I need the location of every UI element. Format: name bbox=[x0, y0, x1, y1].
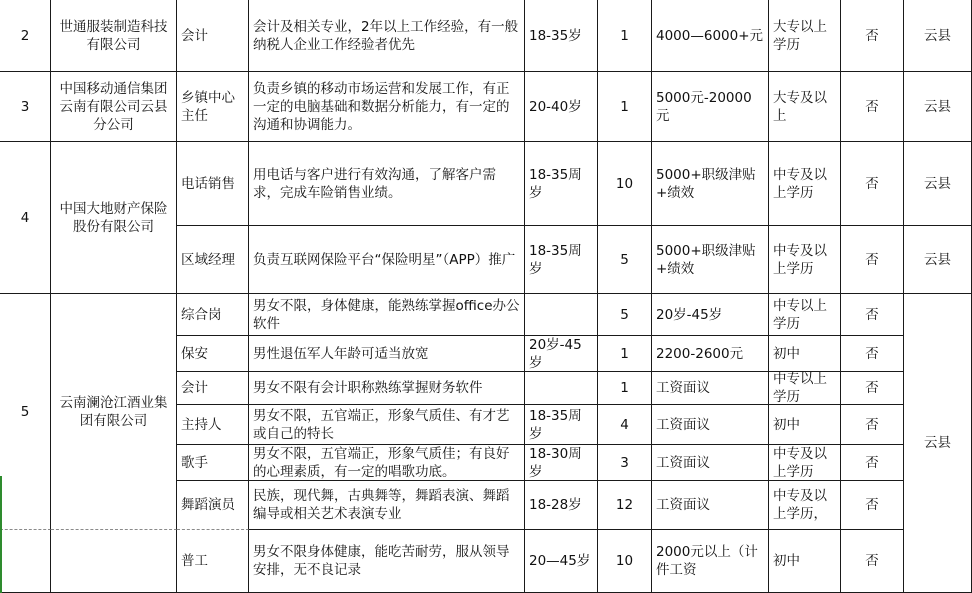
cell-flag[interactable]: 否 bbox=[841, 142, 904, 226]
cell-count[interactable]: 1 bbox=[598, 372, 652, 405]
cell-salary[interactable]: 工资面议 bbox=[652, 481, 769, 530]
cell-count[interactable]: 5 bbox=[598, 294, 652, 336]
cell-salary[interactable]: 2200-2600元 bbox=[652, 336, 769, 372]
cell-age[interactable]: 18-30周岁 bbox=[525, 445, 598, 481]
cell-job[interactable]: 电话销售 bbox=[177, 142, 249, 226]
cell-salary[interactable]: 工资面议 bbox=[652, 372, 769, 405]
cell-count[interactable]: 10 bbox=[598, 530, 652, 593]
cell-flag[interactable]: 否 bbox=[841, 0, 904, 72]
cell-count[interactable]: 3 bbox=[598, 445, 652, 481]
cell-age[interactable] bbox=[525, 372, 598, 405]
cell-company[interactable]: 云南澜沧江酒业集团有限公司 bbox=[51, 294, 177, 530]
cell-description[interactable]: 会计及相关专业，2年以上工作经验，有一般纳税人企业工作经验者优先 bbox=[249, 0, 525, 72]
cell-count[interactable]: 1 bbox=[598, 336, 652, 372]
cell-flag[interactable]: 否 bbox=[841, 372, 904, 405]
cell-description[interactable]: 男女不限身体健康，能吃苦耐劳，服从领导安排，无不良记录 bbox=[249, 530, 525, 593]
cell-job[interactable]: 保安 bbox=[177, 336, 249, 372]
cell-job[interactable]: 歌手 bbox=[177, 445, 249, 481]
cell-company[interactable]: 中国移动通信集团云南有限公司云县分公司 bbox=[51, 72, 177, 142]
cell-age[interactable]: 20岁-45岁 bbox=[525, 336, 598, 372]
cell-education[interactable]: 中专及以上学历 bbox=[769, 142, 841, 226]
cell-flag[interactable]: 否 bbox=[841, 336, 904, 372]
cell-age[interactable]: 18-35周岁 bbox=[525, 226, 598, 294]
cell-count[interactable]: 10 bbox=[598, 142, 652, 226]
cell-description[interactable]: 男性退伍军人年龄可适当放宽 bbox=[249, 336, 525, 372]
selection-edge bbox=[0, 476, 2, 593]
cell-no-blank[interactable] bbox=[0, 530, 51, 593]
cell-education[interactable]: 初中 bbox=[769, 530, 841, 593]
cell-description[interactable]: 负责乡镇的移动市场运营和发展工作，有正一定的电脑基础和数据分析能力，有一定的沟通和协调能力。 bbox=[249, 72, 525, 142]
cell-location[interactable]: 云县 bbox=[904, 294, 972, 593]
cell-flag[interactable]: 否 bbox=[841, 72, 904, 142]
cell-job[interactable]: 主持人 bbox=[177, 405, 249, 445]
cell-age[interactable]: 18-35周岁 bbox=[525, 142, 598, 226]
cell-age[interactable]: 18-35岁 bbox=[525, 0, 598, 72]
cell-location[interactable]: 云县 bbox=[904, 142, 972, 226]
cell-education[interactable]: 中专及以上学历 bbox=[769, 226, 841, 294]
cell-education[interactable]: 中专及以上学历 bbox=[769, 445, 841, 481]
cell-salary[interactable]: 4000—6000+元 bbox=[652, 0, 769, 72]
cell-description[interactable]: 男女不限有会计职称熟练掌握财务软件 bbox=[249, 372, 525, 405]
cell-description[interactable]: 男女不限，五官端正，形象气质佳、有才艺或自己的特长 bbox=[249, 405, 525, 445]
cell-education[interactable]: 中专以上学历 bbox=[769, 372, 841, 405]
cell-location[interactable]: 云县 bbox=[904, 72, 972, 142]
cell-count[interactable]: 12 bbox=[598, 481, 652, 530]
cell-company-blank[interactable] bbox=[51, 530, 177, 593]
cell-count[interactable]: 5 bbox=[598, 226, 652, 294]
cell-job[interactable]: 会计 bbox=[177, 0, 249, 72]
cell-education[interactable]: 大专以上学历 bbox=[769, 0, 841, 72]
cell-flag[interactable]: 否 bbox=[841, 405, 904, 445]
cell-no[interactable]: 2 bbox=[0, 0, 51, 72]
cell-salary[interactable]: 工资面议 bbox=[652, 405, 769, 445]
cell-flag[interactable]: 否 bbox=[841, 226, 904, 294]
cell-flag[interactable]: 否 bbox=[841, 481, 904, 530]
cell-salary[interactable]: 5000元-20000元 bbox=[652, 72, 769, 142]
cell-flag[interactable]: 否 bbox=[841, 445, 904, 481]
cell-description[interactable]: 用电话与客户进行有效沟通，了解客户需求，完成车险销售业绩。 bbox=[249, 142, 525, 226]
cell-age[interactable]: 18-35周岁 bbox=[525, 405, 598, 445]
cell-job[interactable]: 舞蹈演员 bbox=[177, 481, 249, 530]
cell-no[interactable]: 3 bbox=[0, 72, 51, 142]
cell-education[interactable]: 中专以上学历 bbox=[769, 294, 841, 336]
cell-age[interactable]: 18-28岁 bbox=[525, 481, 598, 530]
cell-education[interactable]: 初中 bbox=[769, 336, 841, 372]
cell-salary[interactable]: 5000+职级津贴+绩效 bbox=[652, 226, 769, 294]
cell-age[interactable]: 20-40岁 bbox=[525, 72, 598, 142]
cell-age[interactable] bbox=[525, 294, 598, 336]
cell-salary[interactable]: 20岁-45岁 bbox=[652, 294, 769, 336]
cell-education[interactable]: 中专及以上学历， bbox=[769, 481, 841, 530]
cell-flag[interactable]: 否 bbox=[841, 294, 904, 336]
cell-company[interactable]: 世通服装制造科技有限公司 bbox=[51, 0, 177, 72]
cell-age[interactable]: 20—45岁 bbox=[525, 530, 598, 593]
cell-no[interactable]: 4 bbox=[0, 142, 51, 294]
cell-salary[interactable]: 5000+职级津贴+绩效 bbox=[652, 142, 769, 226]
cell-job[interactable]: 乡镇中心主任 bbox=[177, 72, 249, 142]
cell-description[interactable]: 民族，现代舞，古典舞等，舞蹈表演、舞蹈编导或相关艺术表演专业 bbox=[249, 481, 525, 530]
cell-salary[interactable]: 2000元以上（计件工资 bbox=[652, 530, 769, 593]
cell-description[interactable]: 负责互联网保险平台“保险明星”（APP）推广 bbox=[249, 226, 525, 294]
cell-company[interactable]: 中国大地财产保险股份有限公司 bbox=[51, 142, 177, 294]
cell-count[interactable]: 1 bbox=[598, 72, 652, 142]
cell-job[interactable]: 会计 bbox=[177, 372, 249, 405]
cell-salary[interactable]: 工资面议 bbox=[652, 445, 769, 481]
cell-no[interactable]: 5 bbox=[0, 294, 51, 530]
cell-job[interactable]: 普工 bbox=[177, 530, 249, 593]
cell-description[interactable]: 男女不限，身体健康，能熟练掌握office办公软件 bbox=[249, 294, 525, 336]
cell-count[interactable]: 1 bbox=[598, 0, 652, 72]
cell-location[interactable]: 云县 bbox=[904, 226, 972, 294]
cell-count[interactable]: 4 bbox=[598, 405, 652, 445]
cell-education[interactable]: 大专及以上 bbox=[769, 72, 841, 142]
cell-location[interactable]: 云县 bbox=[904, 0, 972, 72]
cell-job[interactable]: 区域经理 bbox=[177, 226, 249, 294]
cell-education[interactable]: 初中 bbox=[769, 405, 841, 445]
cell-job[interactable]: 综合岗 bbox=[177, 294, 249, 336]
cell-description[interactable]: 男女不限，五官端正，形象气质佳；有良好的心理素质，有一定的唱歌功底。 bbox=[249, 445, 525, 481]
cell-flag[interactable]: 否 bbox=[841, 530, 904, 593]
